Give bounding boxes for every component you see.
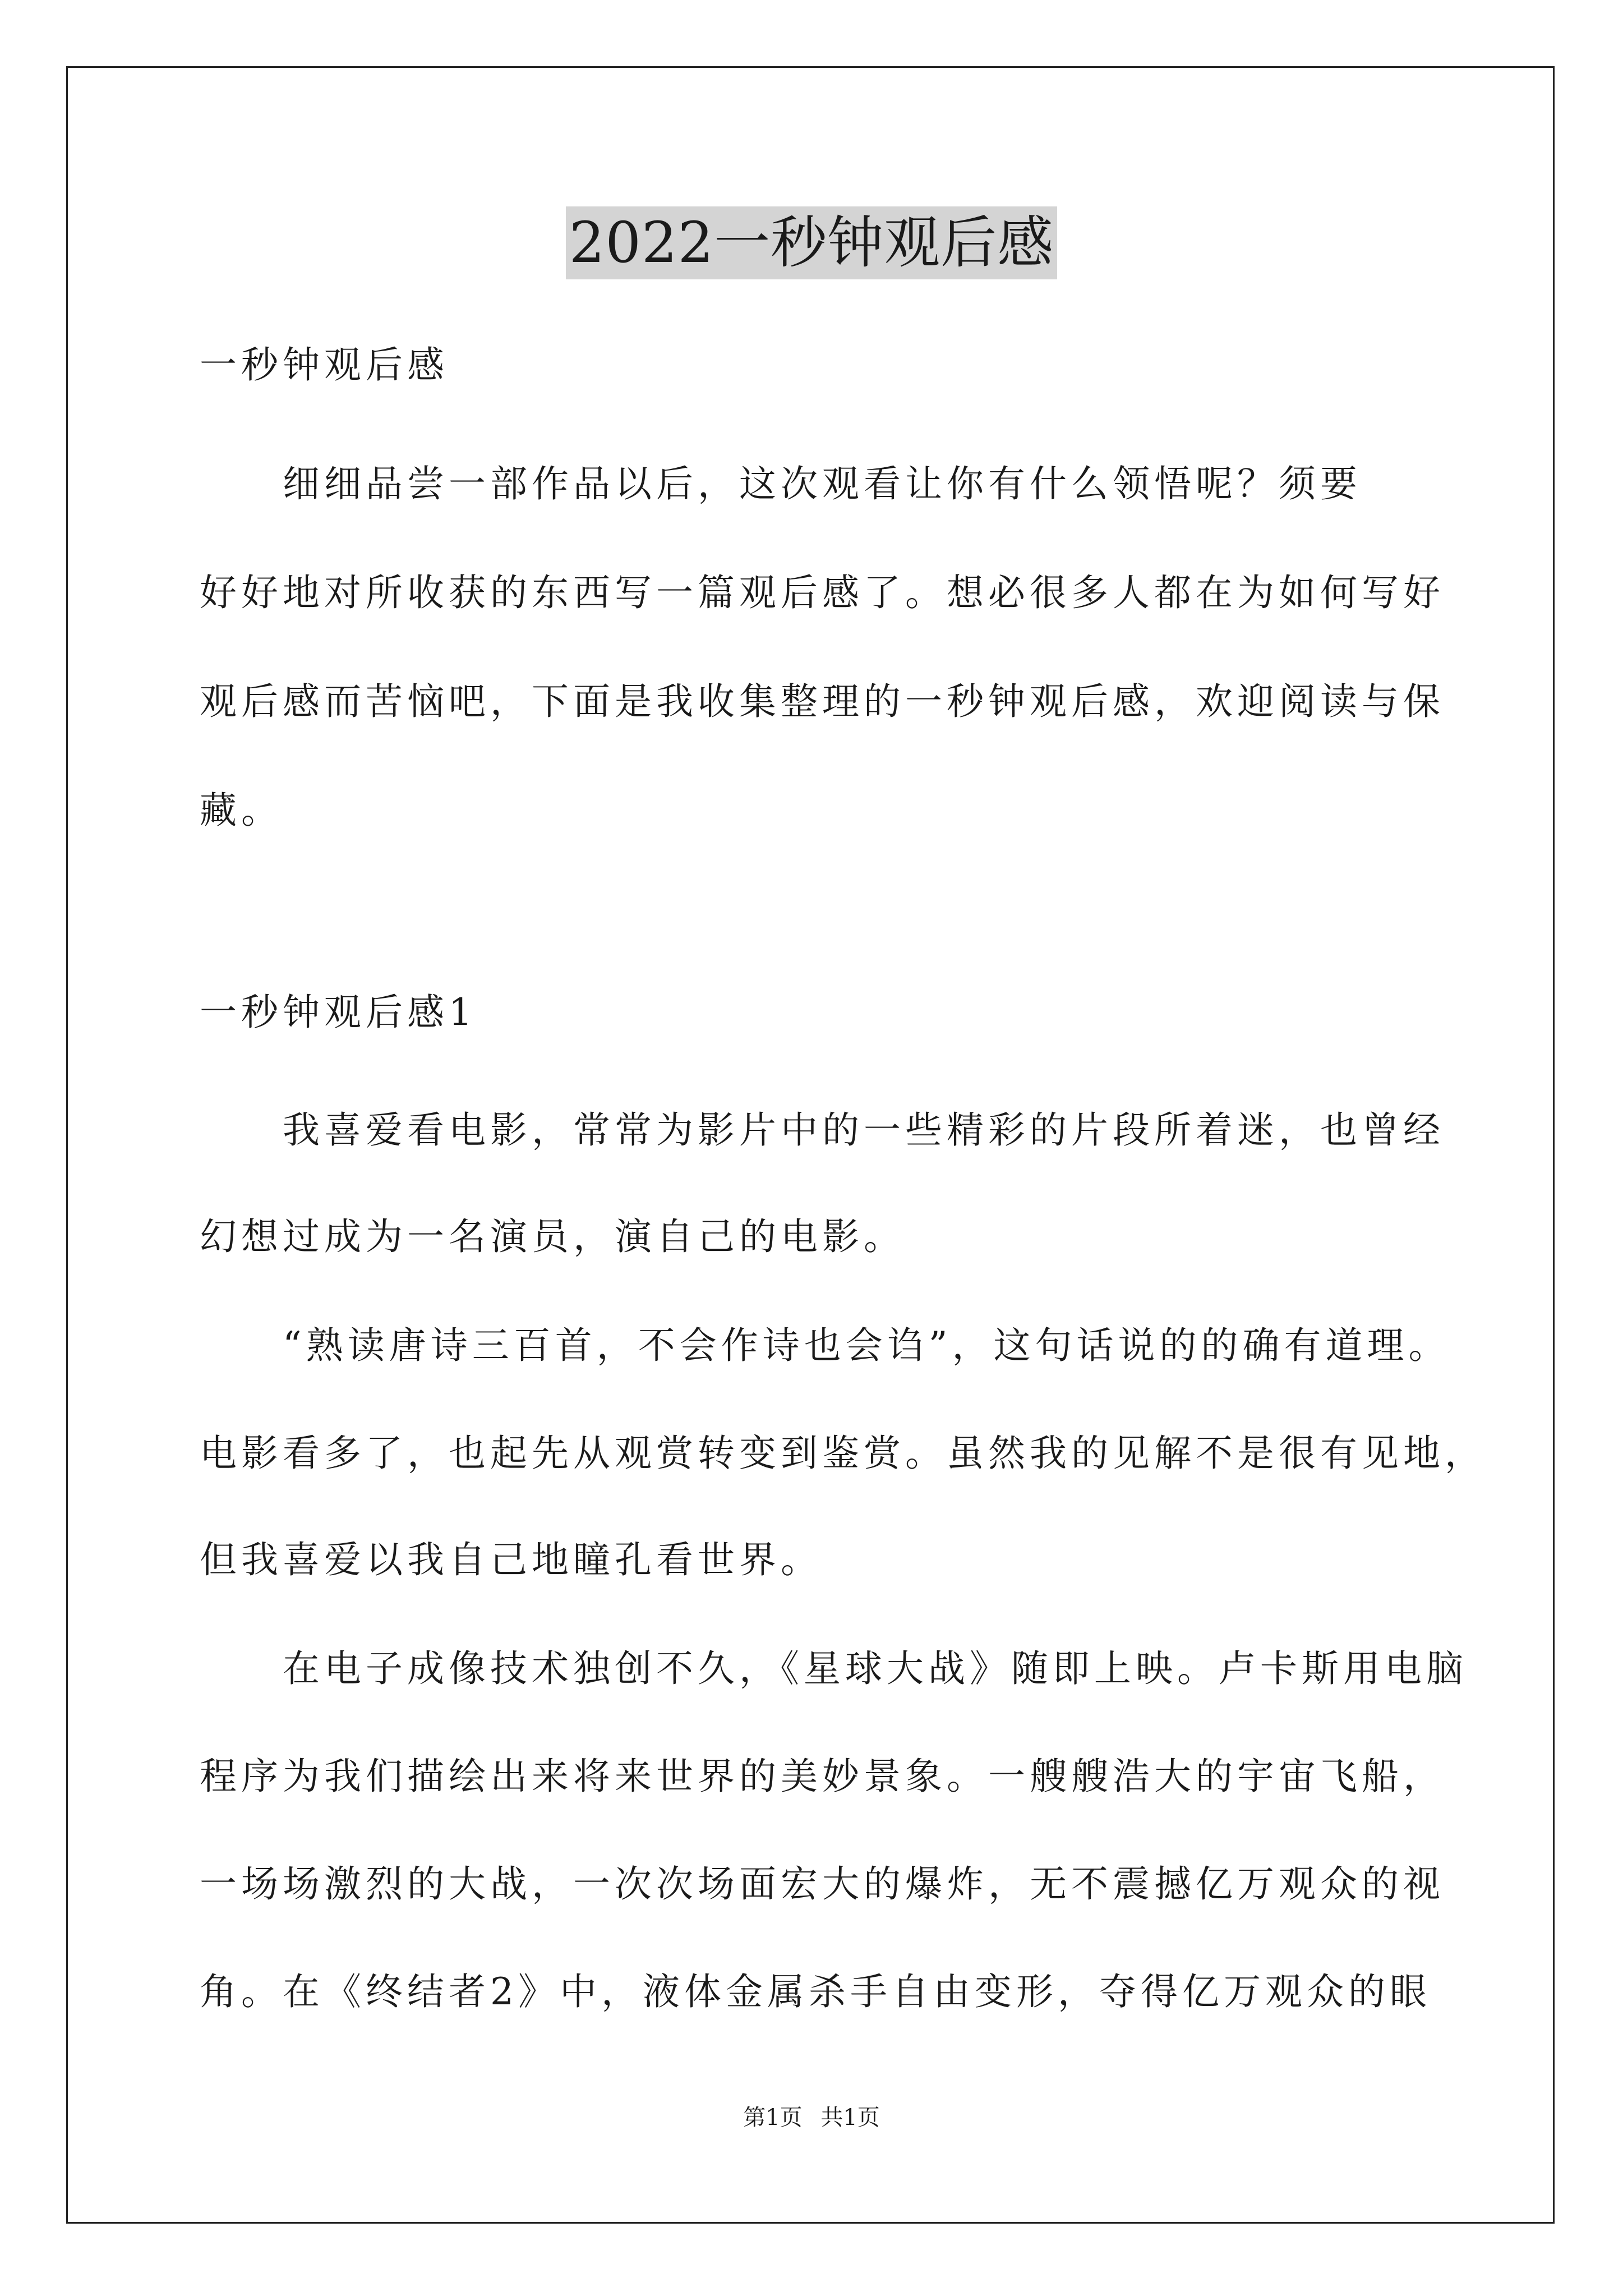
page-total: 共1页 [820,2105,880,2131]
paragraph-line: 一场场激烈的大战，一次次场面宏大的爆炸，无不震撼亿万观众的视 [200,1862,1445,1906]
paragraph-line: 观后感而苦恼吧，下面是我收集整理的一秒钟观后感，欢迎阅读与保 [200,680,1445,723]
paragraph-line: 电影看多了，也起先从观赏转变到鉴赏。虽然我的见解不是很有见地， [200,1432,1486,1475]
document-title: 2022一秒钟观后感 [566,206,1058,279]
paragraph-line: 细细品尝一部作品以后，这次观看让你有什么领悟呢？须要 [200,462,1362,505]
paragraph-line: 但我喜爱以我自己地瞳孔看世界。 [200,1538,822,1581]
paragraph-line: 在电子成像技术独创不久，《星球大战》随即上映。卢卡斯用电脑 [200,1647,1468,1690]
paragraph-line: 程序为我们描绘出来将来世界的美妙景象。一艘艘浩大的宇宙飞船， [200,1755,1445,1798]
paragraph-line: 好好地对所收获的东西写一篇观后感了。想必很多人都在为如何写好 [200,571,1445,614]
paragraph-line: 我喜爱看电影，常常为影片中的一些精彩的片段所着迷，也曾经 [200,1108,1445,1152]
paragraph-line: 幻想过成为一名演员，演自己的电影。 [200,1215,905,1258]
section-heading: 一秒钟观后感 [200,343,449,386]
page-footer [0,2104,1623,2132]
paragraph-line: 藏。 [200,789,283,832]
paragraph-line: “熟读唐诗三百首，不会作诗也会诌”，这句话说的的确有道理。 [200,1324,1450,1367]
paragraph-line: 角。在《终结者2》中，液体金属杀手自由变形，夺得亿万观众的眼 [200,1970,1431,2013]
title-container [0,206,1623,279]
page-number: 第1页 [743,2105,803,2131]
section-heading: 一秒钟观后感1 [200,991,477,1034]
